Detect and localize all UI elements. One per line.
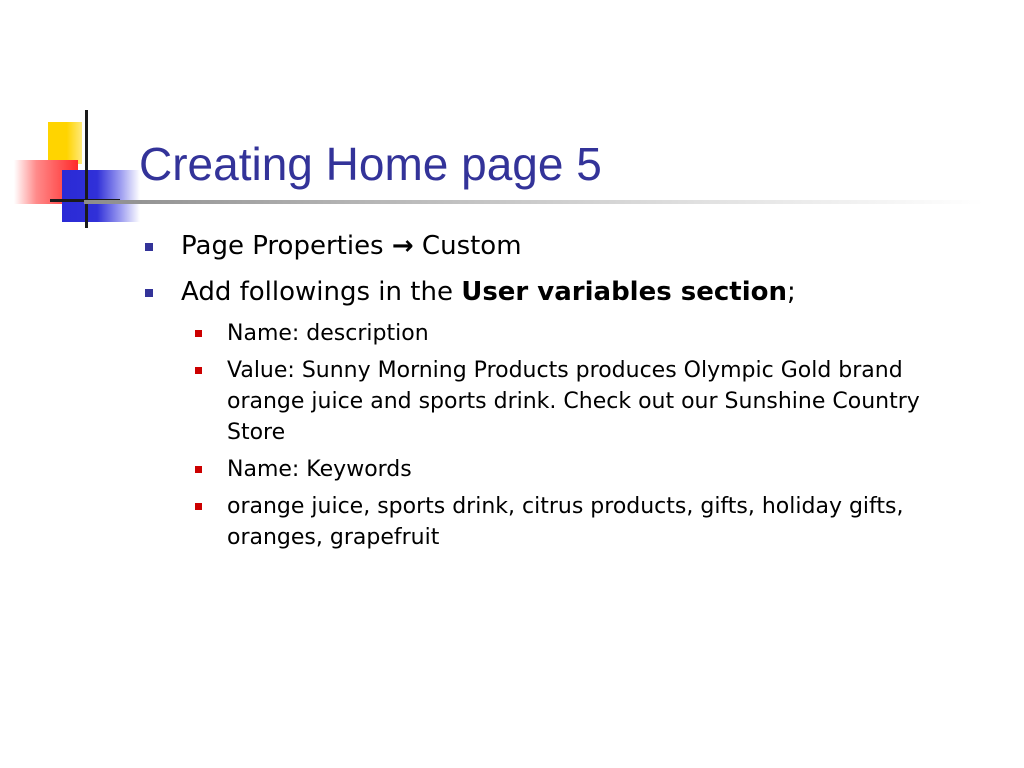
sub-bullet-item xyxy=(187,318,927,349)
title-underline xyxy=(84,200,984,204)
square-bullet-icon xyxy=(195,367,202,374)
sub-bullet-text: Name: Keywords xyxy=(227,457,412,482)
sub-bullet-text: Value: Sunny Morning Products produces Olympic Gold brand orange juice and sports drink. Check out our Sunshine Country Store xyxy=(227,358,920,445)
decorative-logo xyxy=(0,0,140,240)
bullet-item-add-followings xyxy=(143,276,1003,553)
sub-bullet-item xyxy=(187,355,927,448)
sub-bullet-item xyxy=(187,454,927,485)
bullet-item-page-properties xyxy=(143,230,1003,262)
slide-title: Creating Home page 5 xyxy=(139,138,602,190)
sub-bullet-text: orange juice, sports drink, citrus products, gifts, holiday gifts, oranges, grapefruit xyxy=(227,494,904,550)
square-bullet-icon xyxy=(195,466,202,473)
bullet-text: Custom xyxy=(413,231,522,261)
bullet-text: Page Properties xyxy=(181,231,392,261)
sub-bullet-list xyxy=(187,318,1003,553)
bullet-text: ; xyxy=(787,277,796,307)
logo-blue-square xyxy=(62,170,140,222)
sub-bullet-text: Name: description xyxy=(227,321,429,346)
bullet-text: Add followings in the xyxy=(181,277,462,307)
square-bullet-icon xyxy=(195,503,202,510)
logo-yellow-square xyxy=(48,122,82,164)
bullet-bold-text: User variables section xyxy=(461,277,787,307)
square-bullet-icon xyxy=(145,289,153,297)
square-bullet-icon xyxy=(195,330,202,337)
sub-bullet-item xyxy=(187,491,927,553)
logo-vertical-line xyxy=(85,110,88,228)
right-arrow-icon: → xyxy=(391,231,414,261)
bullet-list xyxy=(143,230,1003,567)
square-bullet-icon xyxy=(145,243,153,251)
